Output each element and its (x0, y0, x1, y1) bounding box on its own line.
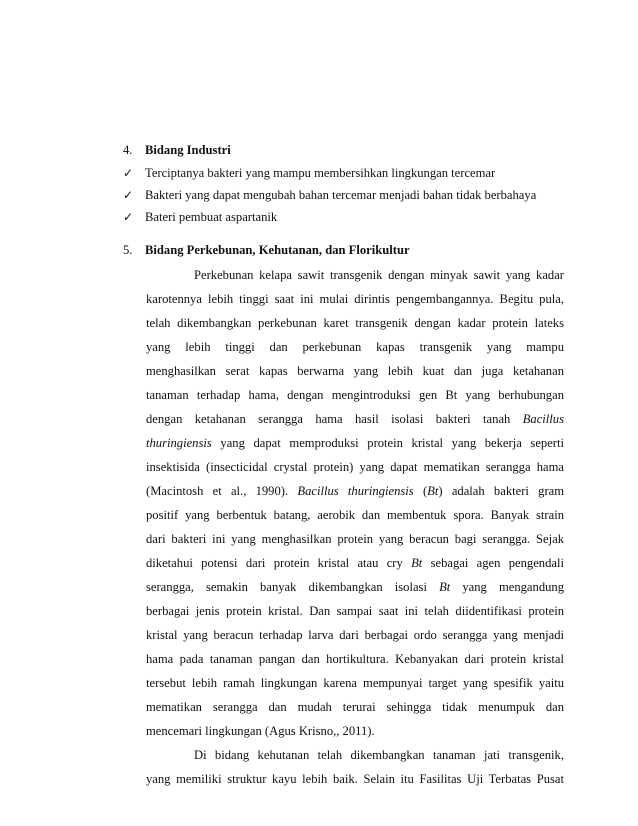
species-name: thuringiensis (146, 436, 212, 450)
check-item-2 (123, 188, 563, 203)
check-item-text: Bakteri yang dapat mengubah bahan tercemar menjadi bahan tidak berbahaya (145, 188, 537, 202)
body-text: dengan ketahanan serangga hama hasil isolasi bakteri tanah (146, 412, 511, 426)
body-text: diketahui potensi dari protein kristal atau cry (146, 556, 403, 570)
body-line: Perkebunan kelapa sawit transgenik dengan minyak sawit yang kadar (194, 268, 564, 282)
section-4-heading (123, 143, 563, 158)
body-line: dari bakteri ini yang menghasilkan protein yang beracun bagi serangga. Sejak (146, 532, 564, 546)
section-5-heading (123, 243, 563, 258)
body-text: ( (422, 484, 428, 498)
body-line: positif yang berbentuk batang, aerobik dan membentuk spora. Banyak strain (146, 508, 564, 522)
body-text: sebagai agen pengendali (430, 556, 564, 570)
body-line: hama pada tanaman pangan dan hortikultura. Kebanyakan dari protein kristal (146, 652, 564, 666)
body-text: yang dapat memproduksi protein kristal yang bekerja seperti (220, 436, 564, 450)
check-item-text: Bateri pembuat aspartanik (145, 210, 278, 224)
body-line: yang lebih tinggi dan perkebunan kapas transgenik yang mampu (146, 340, 564, 354)
body-line: yang memiliki struktur kayu lebih baik. Selain itu Fasilitas Uji Terbatas Pusat (146, 772, 564, 786)
body-line (146, 556, 564, 571)
body-text: ) adalah bakteri gram (438, 484, 565, 498)
checkmark-icon: ✓ (123, 166, 134, 180)
abbreviation: Bt (439, 580, 451, 594)
section-5-title: Bidang Perkebunan, Kehutanan, dan Florikultur (145, 243, 410, 257)
body-line: Di bidang kehutanan telah dikembangkan tanaman jati transgenik, (194, 748, 564, 762)
check-item-text: Terciptanya bakteri yang mampu membersihkan lingkungan tercemar (145, 166, 496, 180)
body-line (146, 412, 564, 427)
body-line: tanaman terhadap hama, dengan mengintroduksi gen Bt yang berhubungan (146, 388, 564, 402)
body-text: yang mengandung (462, 580, 565, 594)
body-text: serangga, semakin banyak dikembangkan isolasi (146, 580, 427, 594)
check-item-1 (123, 166, 563, 181)
body-line: mencemari lingkungan (Agus Krisno,, 2011). (146, 724, 375, 738)
body-line (146, 580, 564, 595)
body-line: telah dikembangkan perkebunan karet transgenik dengan kadar protein lateks (146, 316, 564, 330)
abbreviation: Bt (411, 556, 423, 570)
body-line (146, 436, 564, 451)
checkmark-icon: ✓ (123, 210, 134, 224)
section-4-number: 4. (123, 143, 133, 157)
body-text: (Macintosh et al., 1990). (146, 484, 289, 498)
body-line: karotennya lebih tinggi saat ini mulai dirintis pengembangannya. Begitu pula, (146, 292, 564, 306)
body-line: tersebut lebih ramah lingkungan karena mempunyai target yang spesifik yaitu (146, 676, 564, 690)
species-name: Bacillus thuringiensis (297, 484, 414, 498)
check-item-3 (123, 210, 563, 225)
body-line: kristal yang beracun terhadap larva dari berbagai ordo serangga yang menjadi (146, 628, 564, 642)
body-line (146, 484, 564, 499)
body-line: menghasilkan serat kapas berwarna yang lebih kuat dan juga ketahanan (146, 364, 564, 378)
body-line: mematikan serangga dan mudah terurai sehingga tidak menumpuk dan (146, 700, 564, 714)
species-name: Bacillus (522, 412, 564, 426)
body-line: berbagai jenis protein kristal. Dan sampai saat ini telah diidentifikasi protein (146, 604, 564, 618)
checkmark-icon: ✓ (123, 188, 134, 202)
section-5-number: 5. (123, 243, 133, 257)
section-4-title: Bidang Industri (145, 143, 231, 157)
abbreviation: Bt (427, 484, 439, 498)
body-line: insektisida (insecticidal crystal protein) yang dapat mematikan serangga hama (146, 460, 564, 474)
